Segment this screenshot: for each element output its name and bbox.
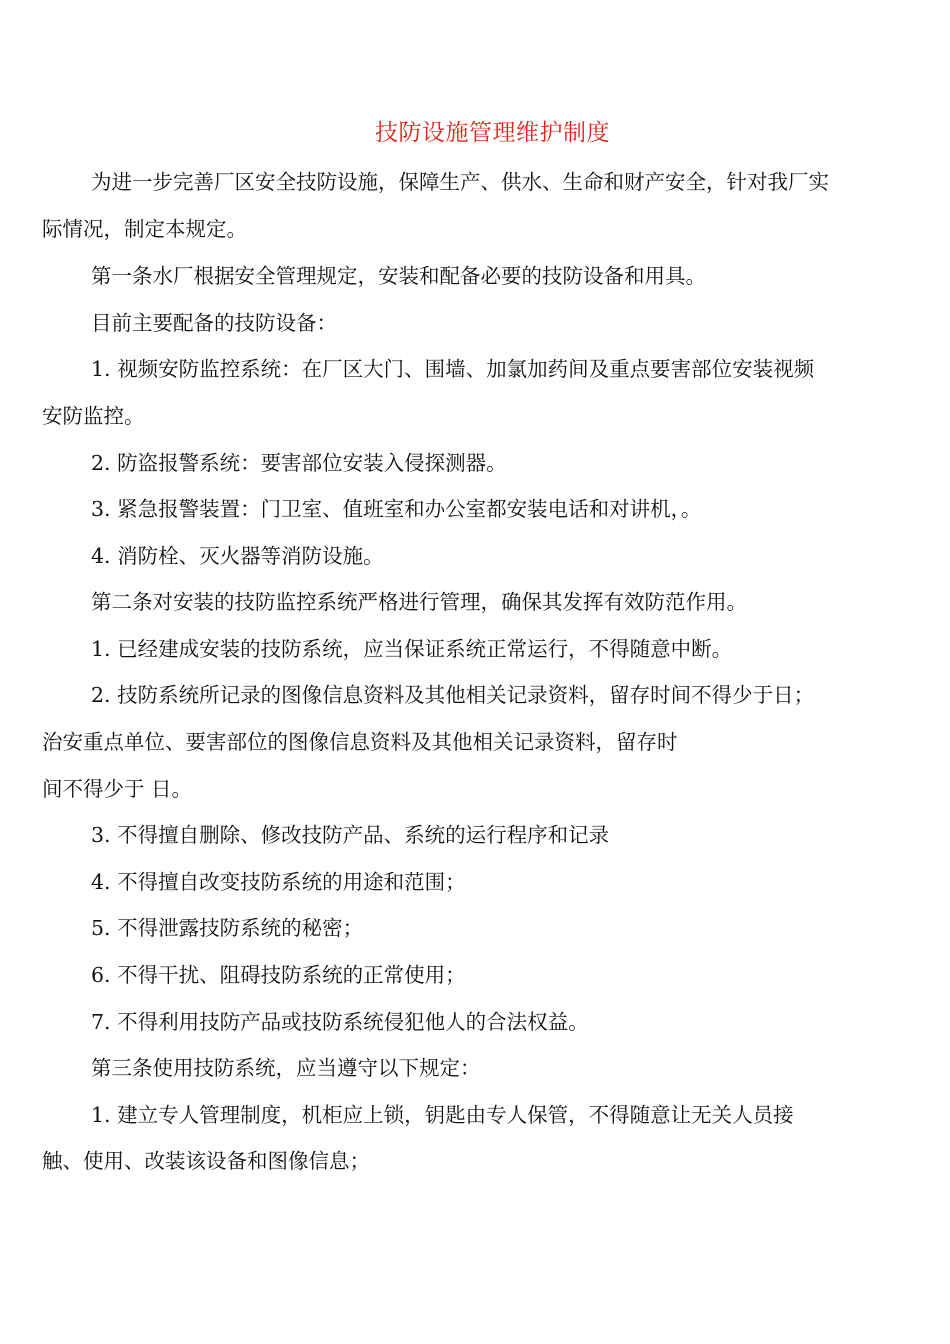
paragraph-line: 间不得少于 日。 <box>42 777 193 801</box>
paragraph-line: 4. 不得擅自改变技防系统的用途和范围； <box>91 870 466 894</box>
document-title: 技防设施管理维护制度 <box>375 120 610 146</box>
paragraph-line: 1. 建立专人管理制度，机柜应上锁，钥匙由专人保管，不得随意让无关人员接 <box>91 1103 794 1127</box>
paragraph-line: 3. 紧急报警装置：门卫室、值班室和办公室都安装电话和对讲机，。 <box>91 497 702 521</box>
paragraph-line: 第二条对安装的技防监控系统严格进行管理，确保其发挥有效防范作用。 <box>91 590 747 614</box>
paragraph-line: 为进一步完善厂区安全技防设施，保障生产、供水、生命和财产安全，针对我厂实 <box>91 170 829 194</box>
paragraph-line: 5. 不得泄露技防系统的秘密； <box>91 916 364 940</box>
paragraph-line: 1. 视频安防监控系统：在厂区大门、围墙、加氯加药间及重点要害部位安装视频 <box>91 357 815 381</box>
paragraph-line: 2. 防盗报警系统：要害部位安装入侵探测器。 <box>91 451 507 475</box>
paragraph-line: 3. 不得擅自删除、修改技防产品、系统的运行程序和记录 <box>91 823 610 847</box>
paragraph-line: 4. 消防栓、灭火器等消防设施。 <box>91 544 384 568</box>
paragraph-line: 第一条水厂根据安全管理规定，安装和配备必要的技防设备和用具。 <box>91 264 706 288</box>
paragraph-line: 治安重点单位、要害部位的图像信息资料及其他相关记录资料，留存时 <box>42 730 678 754</box>
paragraph-line: 触、使用、改装该设备和图像信息； <box>42 1149 370 1173</box>
paragraph-line: 1. 已经建成安装的技防系统，应当保证系统正常运行，不得随意中断。 <box>91 637 733 661</box>
paragraph-line: 第三条使用技防系统，应当遵守以下规定： <box>91 1056 481 1080</box>
paragraph-line: 7. 不得利用技防产品或技防系统侵犯他人的合法权益。 <box>91 1010 589 1034</box>
paragraph-line: 6. 不得干扰、阻碍技防系统的正常使用； <box>91 963 466 987</box>
paragraph-line: 际情况，制定本规定。 <box>42 217 247 241</box>
paragraph-line: 目前主要配备的技防设备： <box>91 311 337 335</box>
paragraph-line: 安防监控。 <box>42 404 145 428</box>
paragraph-line: 2. 技防系统所记录的图像信息资料及其他相关记录资料，留存时间不得少于日； <box>91 683 815 707</box>
